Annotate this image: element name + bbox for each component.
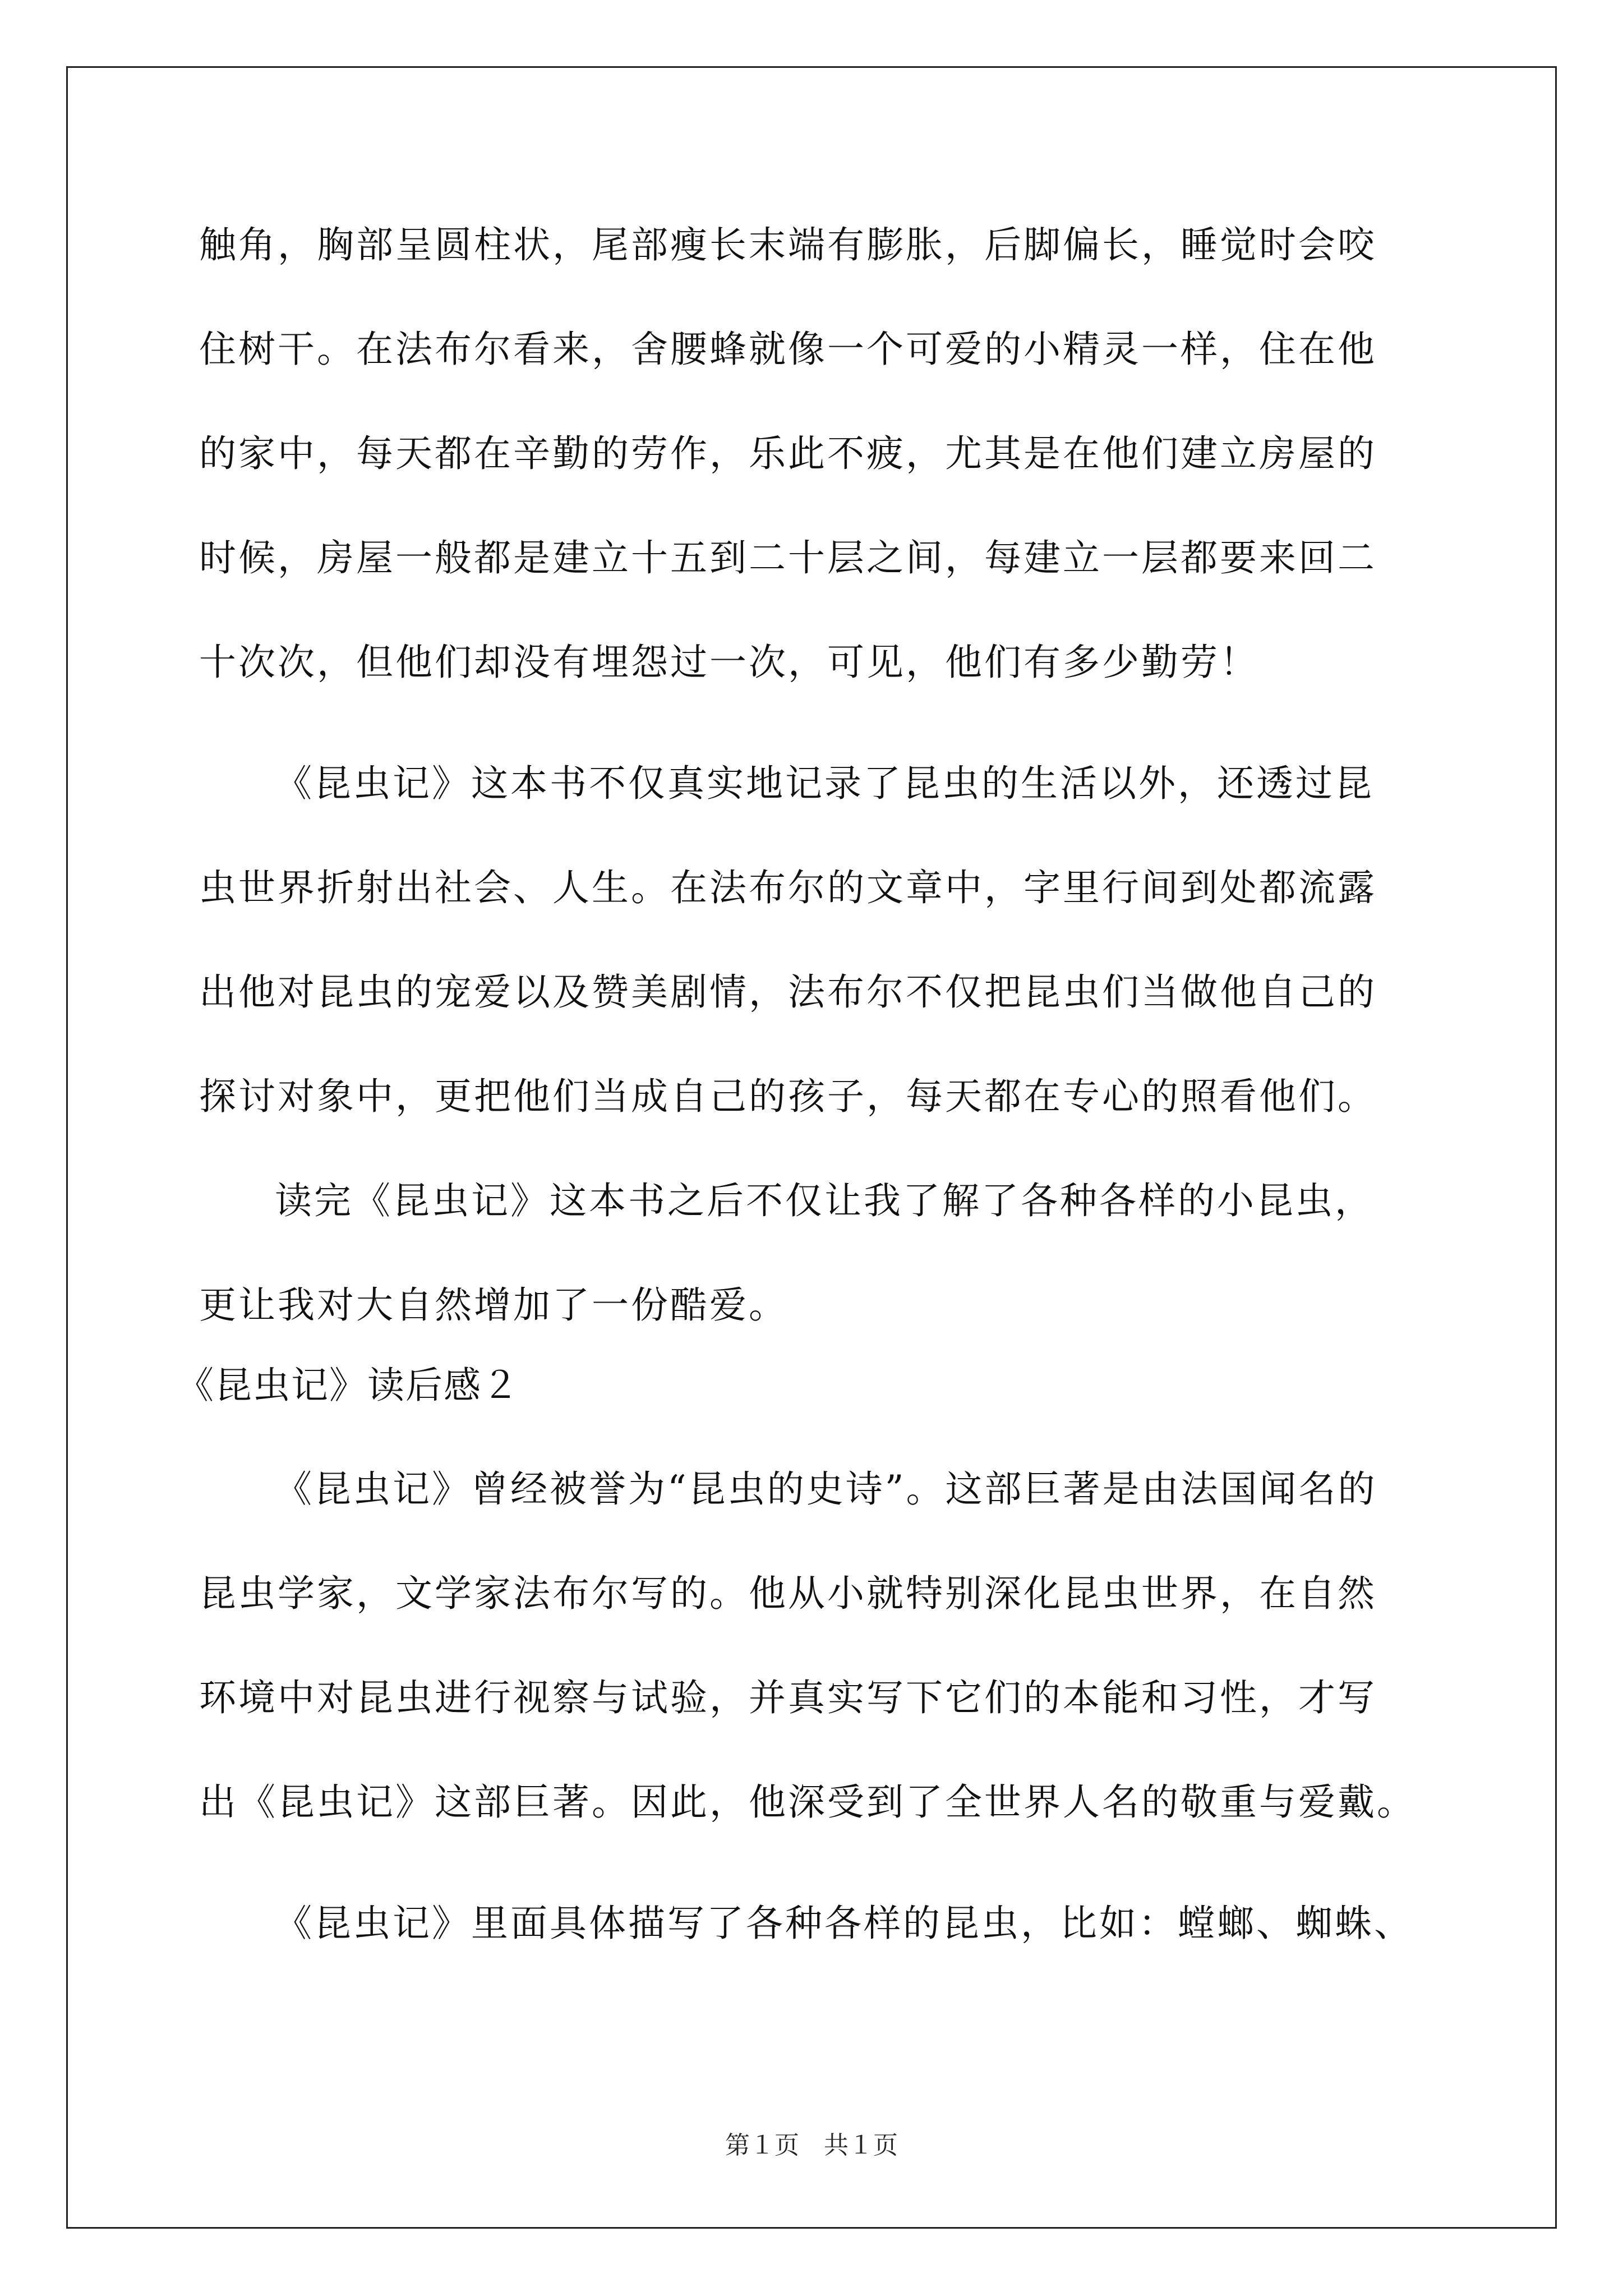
- paragraph-line: 的家中，每天都在辛勤的劳作，乐此不疲，尤其是在他们建立房屋的: [199, 432, 1377, 475]
- paragraph-line: 触角，胸部呈圆柱状，尾部瘦长末端有膨胀，后脚偏长，睡觉时会咬: [199, 223, 1377, 266]
- paragraph-line: 十次次，但他们却没有埋怨过一次，可见，他们有多少勤劳！: [199, 641, 1259, 684]
- paragraph-line: 《昆虫记》曾经被誉为“昆虫的史诗”。这部巨著是由法国闻名的: [275, 1467, 1377, 1511]
- paragraph-line: 住树干。在法布尔看来，舍腰蜂就像一个可爱的小精灵一样，住在他: [199, 328, 1377, 371]
- paragraph-line: 昆虫学家，文学家法布尔写的。他从小就特别深化昆虫世界，在自然: [199, 1572, 1377, 1615]
- paragraph-line: 读完《昆虫记》这本书之后不仅让我了解了各种各样的小昆虫，: [275, 1179, 1374, 1222]
- paragraph-line: 出《昆虫记》这部巨著。因此，他深受到了全世界人名的敬重与爱戴。: [199, 1780, 1416, 1824]
- paragraph-line: 更让我对大自然增加了一份酷爱。: [199, 1283, 788, 1327]
- paragraph-line: 《昆虫记》里面具体描写了各种各样的昆虫，比如：螳螂、蜘蛛、: [275, 1902, 1413, 1945]
- section-heading: 《昆虫记》读后感２: [177, 1364, 520, 1407]
- paragraph-line: 虫世界折射出社会、人生。在法布尔的文章中，字里行间到处都流露: [199, 866, 1377, 909]
- paragraph-line: 探讨对象中，更把他们当成自己的孩子，每天都在专心的照看他们。: [199, 1075, 1377, 1118]
- paragraph-line: 《昆虫记》这本书不仅真实地记录了昆虫的生活以外，还透过昆: [275, 762, 1374, 805]
- paragraph-line: 环境中对昆虫进行视察与试验，并真实写下它们的本能和习性，才写: [199, 1676, 1377, 1719]
- page-number-footer: 第１页 共１页: [725, 2131, 898, 2160]
- paragraph-line: 时候，房屋一般都是建立十五到二十层之间，每建立一层都要来回二: [199, 536, 1377, 579]
- paragraph-line: 出他对昆虫的宠爱以及赞美剧情，法布尔不仅把昆虫们当做他自己的: [199, 970, 1377, 1014]
